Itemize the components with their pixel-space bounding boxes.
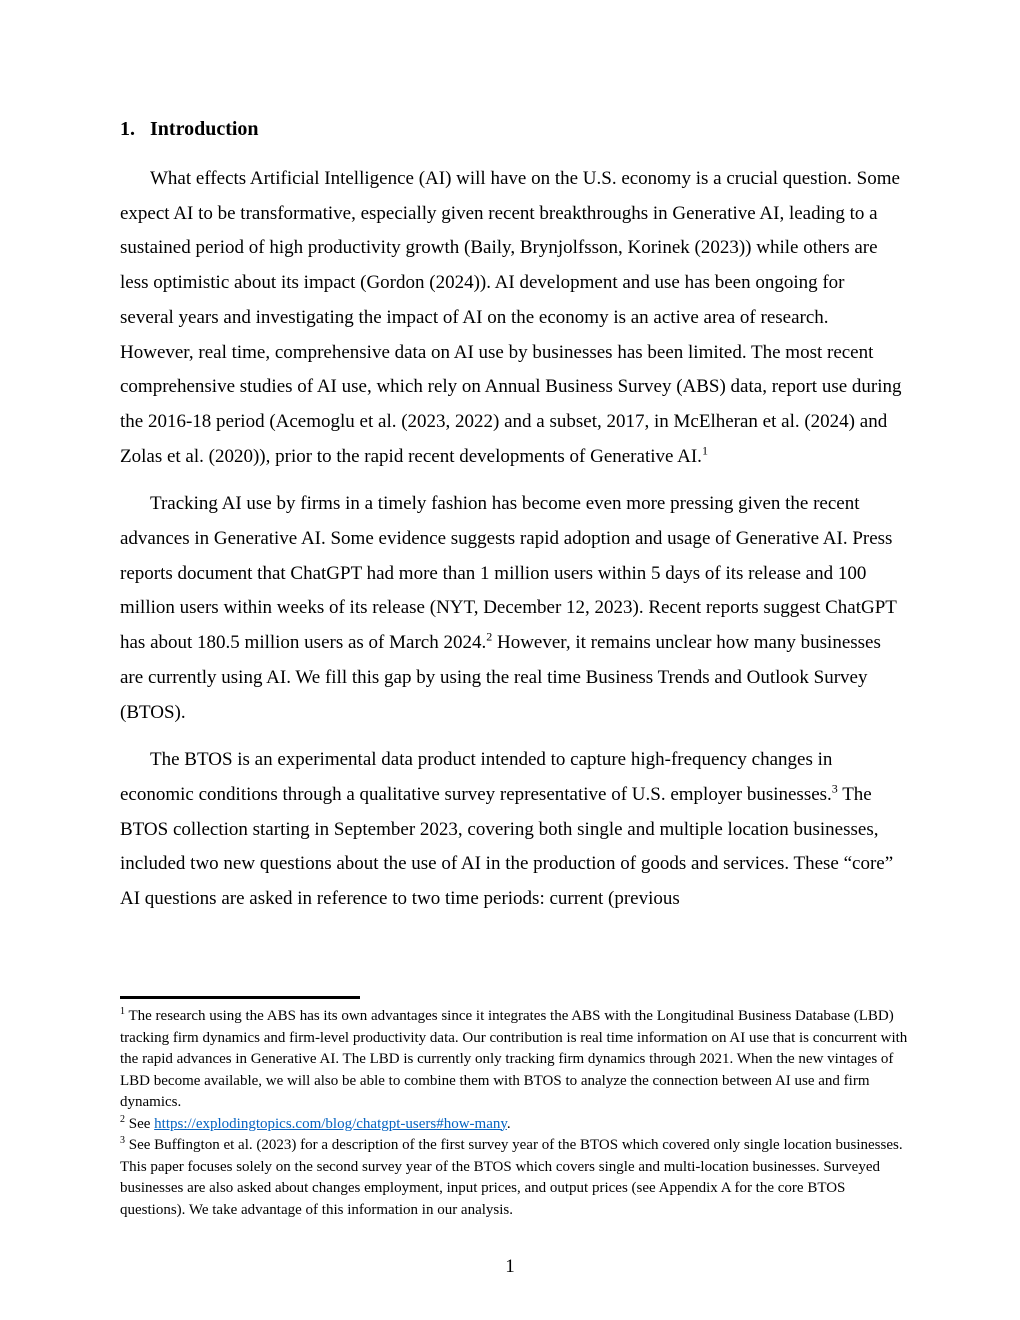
footnote-ref-1: 1 [701, 443, 708, 458]
page-number: 1 [505, 1256, 515, 1277]
section-title: Introduction [150, 118, 259, 140]
page-content [120, 112, 902, 930]
footnote-separator [120, 996, 360, 999]
footnote-text: See Buffington et al. (2023) for a description of the first survey year of the BTOS which covered only single location businesses. This paper focuses solely on the second survey year of the BTOS which covers single and multi-location businesses. Surveyed businesses are also asked about changes employment, input prices, and output prices (see Appendix A for the core BTOS questions). We take advantage of this information in our analysis. [120, 1137, 903, 1218]
footnote-text: See [125, 1115, 155, 1132]
footnote-link[interactable]: https://explodingtopics.com/blog/chatgpt-users#how-many [154, 1115, 507, 1132]
footnote-3 [120, 1135, 910, 1221]
paragraph-text: The BTOS collection starting in September 2023, covering both single and multiple location businesses, included two new questions about the use of AI in the production of goods and services. These “core” AI questions are asked in reference to two time periods: current (previous [120, 783, 894, 910]
paragraph-btos [120, 743, 902, 917]
paragraph-text: Tracking AI use by firms in a timely fashion has become even more pressing given the recent advances in Generative AI. Some evidence suggests rapid adoption and usage of Generative AI. Press reports document that ChatGPT had more than 1 million users within 5 days of its release and 100 million users within weeks of its release (NYT, December 12, 2023). Recent reports suggest ChatGPT has about 180.5 million users as of March 2024. [120, 493, 897, 654]
footnote-ref-2: 2 [486, 629, 493, 644]
footnote-ref-3: 3 [831, 781, 838, 796]
paragraph-intro [120, 162, 902, 474]
section-heading [120, 112, 902, 147]
paragraph-tracking [120, 487, 902, 730]
paragraph-text: However, it remains unclear how many businesses are currently using AI. We fill this gap by using the real time Business Trends and Outlook Survey (BTOS). [120, 632, 881, 723]
section-number: 1. [120, 118, 135, 140]
footnote-text: The research using the ABS has its own advantages since it integrates the ABS with the Longitudinal Business Database (LBD) tracking firm dynamics and firm-level productivity data. Our contribution is real time information on AI use that is concurrent with the rapid advances in Generative AI. The LBD is currently only tracking firm dynamics through 2021. When the new vintages of LBD become available, we will also be able to combine them with BTOS to analyze the connection between AI use and firm dynamics. [120, 1008, 908, 1110]
footnote-marker-2: 2 [120, 1113, 125, 1125]
footnote-text: . [506, 1115, 511, 1132]
paragraph-text: What effects Artificial Intelligence (AI) will have on the U.S. economy is a crucial question. Some expect AI to be transformative, especially given recent breakthroughs in Generative AI, leading to a sustained period of high productivity growth (Baily, Brynjolfsson, Korinek (2023)) while others are less optimistic about its impact (Gordon (2024)). AI development and use has been ongoing for several years and investigating the impact of AI on the economy is an active area of research. However, real time, comprehensive data on AI use by businesses has been limited. The most recent comprehensive studies of AI use, which rely on Annual Business Survey (ABS) data, report use during the 2016-18 period (Acemoglu et al. (2023, 2022) and a subset, 2017, in McElheran et al. (2024) and Zolas et al. (2020)), prior to the rapid recent developments of Generative AI. [120, 168, 902, 467]
footnote-1 [120, 1006, 910, 1114]
footnote-marker-1: 1 [120, 1006, 125, 1017]
footnote-marker-3: 3 [120, 1135, 125, 1146]
paragraph-text: The BTOS is an experimental data product intended to capture high-frequency changes in economic conditions through a qualitative survey representative of U.S. employer businesses. [120, 749, 833, 805]
footnote-2 [120, 1114, 910, 1136]
footnote-area [120, 996, 910, 1221]
